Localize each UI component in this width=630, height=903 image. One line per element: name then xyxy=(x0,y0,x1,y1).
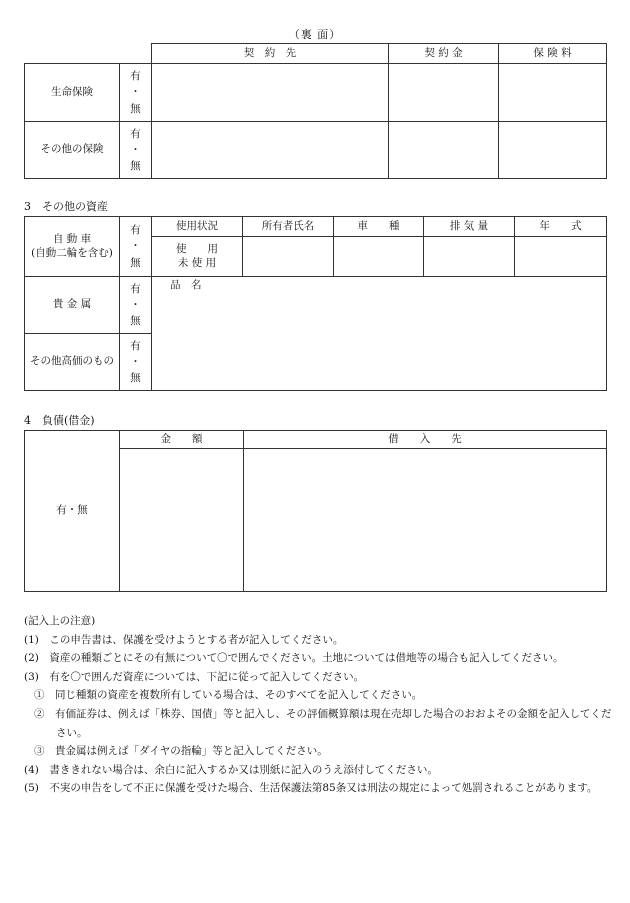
lender-field[interactable] xyxy=(244,449,607,592)
section3-heading: 3 その他の資産 xyxy=(24,200,108,213)
row-label-life-insurance: 生命保険 xyxy=(25,64,120,122)
note-subitem: ① 同じ種類の資産を複数所有している場合は、そのすべてを記入してください。 xyxy=(34,689,423,702)
insurance-corner xyxy=(25,44,152,64)
precious-metal-label: 貴 金 属 xyxy=(25,277,120,334)
ari-nashi-other[interactable]: 有 ・ 無 xyxy=(120,122,152,179)
ari-nashi-precious[interactable]: 有 ・ 無 xyxy=(120,277,152,334)
other-premium-field[interactable] xyxy=(499,122,607,179)
owner-name-field[interactable] xyxy=(243,237,334,277)
life-contractor-field[interactable] xyxy=(152,64,389,122)
header-lender: 借 入 先 xyxy=(244,431,607,449)
other-amount-field[interactable] xyxy=(389,122,499,179)
section4-heading: 4 負債(借金) xyxy=(24,414,95,427)
life-amount-field[interactable] xyxy=(389,64,499,122)
life-premium-field[interactable] xyxy=(499,64,607,122)
header-debt-amount: 金 額 xyxy=(120,431,244,449)
item-name-label: 品 名 xyxy=(170,279,202,291)
assets-table xyxy=(24,216,607,391)
ari-nashi-car[interactable]: 有 ・ 無 xyxy=(120,217,152,277)
notes-section xyxy=(24,612,614,798)
other-contractor-field[interactable] xyxy=(152,122,389,179)
header-usage: 使用状況 xyxy=(152,217,243,237)
page-title: （裏 面） xyxy=(288,28,342,41)
header-model-year: 年 式 xyxy=(515,217,607,237)
notes-title: (記入上の注意) xyxy=(24,615,96,627)
header-displacement: 排 気 量 xyxy=(424,217,515,237)
note-item: (4) 書ききれない場合は、余白に記入するか又は別紙に記入のうえ添付してください。 xyxy=(24,763,438,776)
header-contract-amount: 契 約 金 xyxy=(389,44,499,64)
car-model-field[interactable] xyxy=(334,237,424,277)
note-subitem: ② 有価証券は、例えば「株券、国債」等と記入し、その評価概算額は現在売却した場合のおおよその金額を記入してください。 xyxy=(34,707,612,739)
note-item: (3) 有を〇で囲んだ資産については、下記に従って記入してください。 xyxy=(24,670,365,683)
ari-nashi-life[interactable]: 有 ・ 無 xyxy=(120,64,152,122)
header-contractor: 契 約 先 xyxy=(152,44,389,64)
note-item: (1) この申告書は、保護を受けようとする者が記入してください。 xyxy=(24,633,344,646)
header-owner-name: 所有者氏名 xyxy=(243,217,334,237)
usage-choice[interactable]: 使 用 未 使 用 xyxy=(152,237,243,277)
note-subitem: ③ 貴金属は例えば「ダイヤの指輪」等と記入してください。 xyxy=(34,745,328,758)
debt-table xyxy=(24,430,607,592)
note-item: (5) 不実の申告をして不正に保護を受けた場合、生活保護法第85条又は刑法の規定によって処罰されることがあります。 xyxy=(24,782,598,795)
header-car-model: 車 種 xyxy=(334,217,424,237)
row-label-other-insurance: その他の保険 xyxy=(25,122,120,179)
model-year-field[interactable] xyxy=(515,237,607,277)
car-label: 自 動 車 (自動二輪を含む) xyxy=(25,217,120,277)
debt-amount-field[interactable] xyxy=(120,449,244,592)
insurance-table xyxy=(24,43,607,179)
item-name-field[interactable] xyxy=(152,277,607,391)
other-valuables-label: その他高価のもの xyxy=(25,334,120,391)
note-item: (2) 資産の種類ごとにその有無について〇で囲んでください。土地については借地等の場合も記入してください。 xyxy=(24,652,564,665)
debt-ari-nashi[interactable]: 有・無 xyxy=(25,431,120,592)
displacement-field[interactable] xyxy=(424,237,515,277)
header-premium: 保 険 料 xyxy=(499,44,607,64)
ari-nashi-valuables[interactable]: 有 ・ 無 xyxy=(120,334,152,391)
